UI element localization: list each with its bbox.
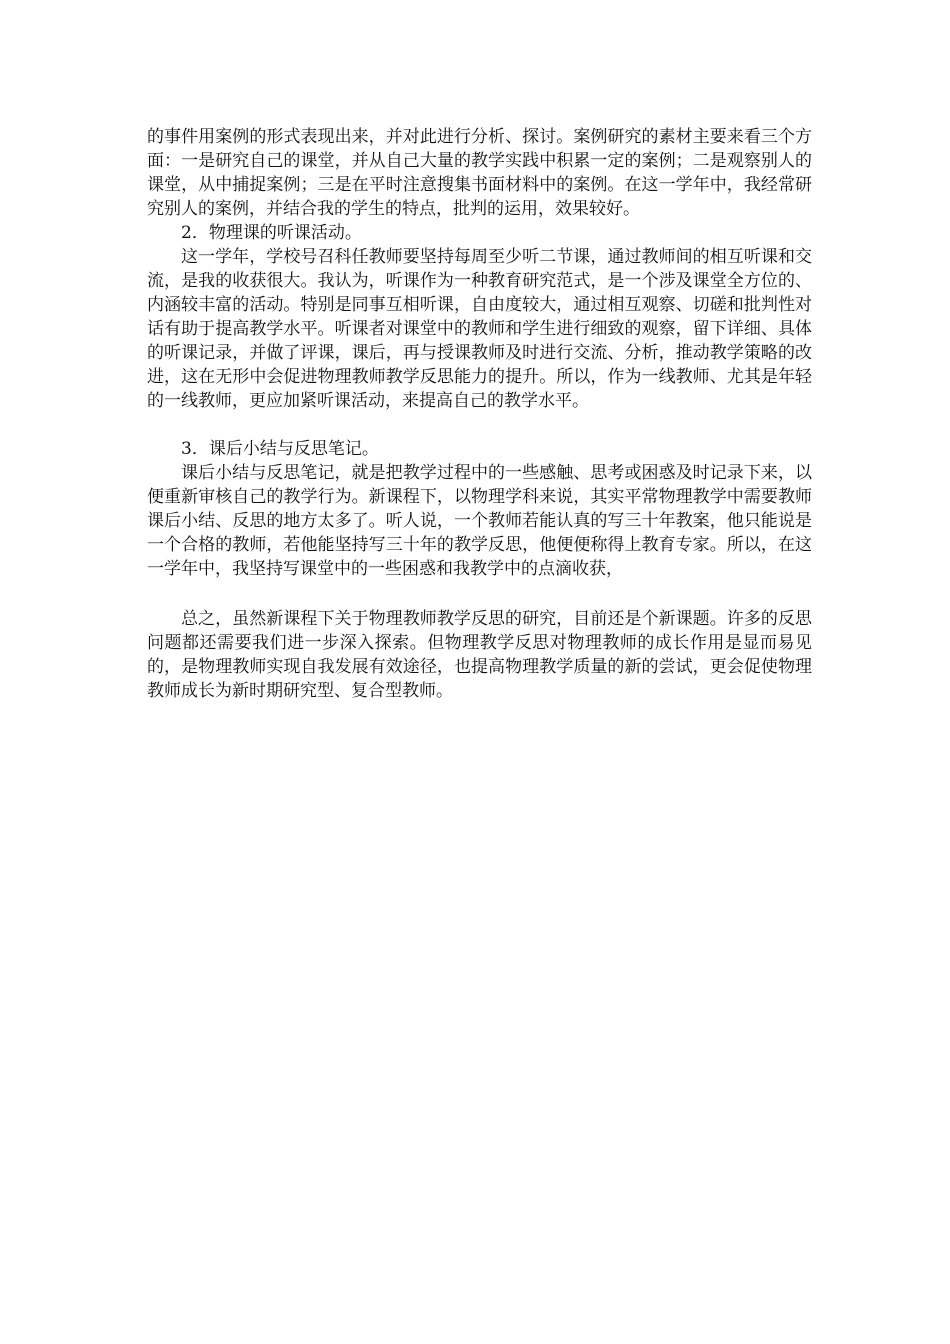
paragraph-conclusion: 总之，虽然新课程下关于物理教师教学反思的研究，目前还是个新课题。许多的反思问题都还需要我们进一步深入探索。但物理教学反思对物理教师的成长作用是显而易见的，是物理教师实现自我发展有效途径，也提高物理教学质量的新的尝试，更会促使物理教师成长为新时期研究型、复合型教师。	[147, 609, 812, 701]
paragraph-case-study: 的事件用案例的形式表现出来，并对此进行分析、探讨。案例研究的素材主要来看三个方面：一是研究自己的课堂，并从自己大量的教学实践中积累一定的案例；二是观察别人的课堂，从中捕捉案例；三是在平时注意搜集书面材料中的案例。在这一学年中，我经常研究别人的案例，并结合我的学生的特点，批判的运用，效果较好。	[147, 127, 812, 219]
heading-reflection-notes: 3．课后小结与反思笔记。	[181, 439, 379, 459]
paragraph-reflection-notes: 课后小结与反思笔记，就是把教学过程中的一些感触、思考或困惑及时记录下来，以便重新审核自己的教学行为。新课程下，以物理学科来说，其实平常物理教学中需要教师课后小结、反思的地方太多了。听人说，一个教师若能认真的写三十年教案，他只能说是一个合格的教师，若他能坚持写三十年的教学反思，他便便称得上教育专家。所以，在这一学年中，我坚持写课堂中的一些困惑和我教学中的点滴收获，	[147, 463, 812, 579]
document-body	[147, 125, 812, 703]
heading-lesson-observation: 2．物理课的听课活动。	[181, 223, 362, 243]
paragraph-lesson-observation: 这一学年，学校号召科任教师要坚持每周至少听二节课，通过教师间的相互听课和交流，是我的收获很大。我认为，听课作为一种教育研究范式，是一个涉及课堂全方位的、内涵较丰富的活动。特别是同事互相听课，自由度较大，通过相互观察、切磋和批判性对话有助于提高教学水平。听课者对课堂中的教师和学生进行细致的观察，留下详细、具体的听课记录，并做了评课，课后，再与授课教师及时进行交流、分析，推动教学策略的改进，这在无形中会促进物理教师教学反思能力的提升。所以，作为一线教师、尤其是年轻的一线教师，更应加紧听课活动，来提高自己的教学水平。	[147, 247, 812, 411]
